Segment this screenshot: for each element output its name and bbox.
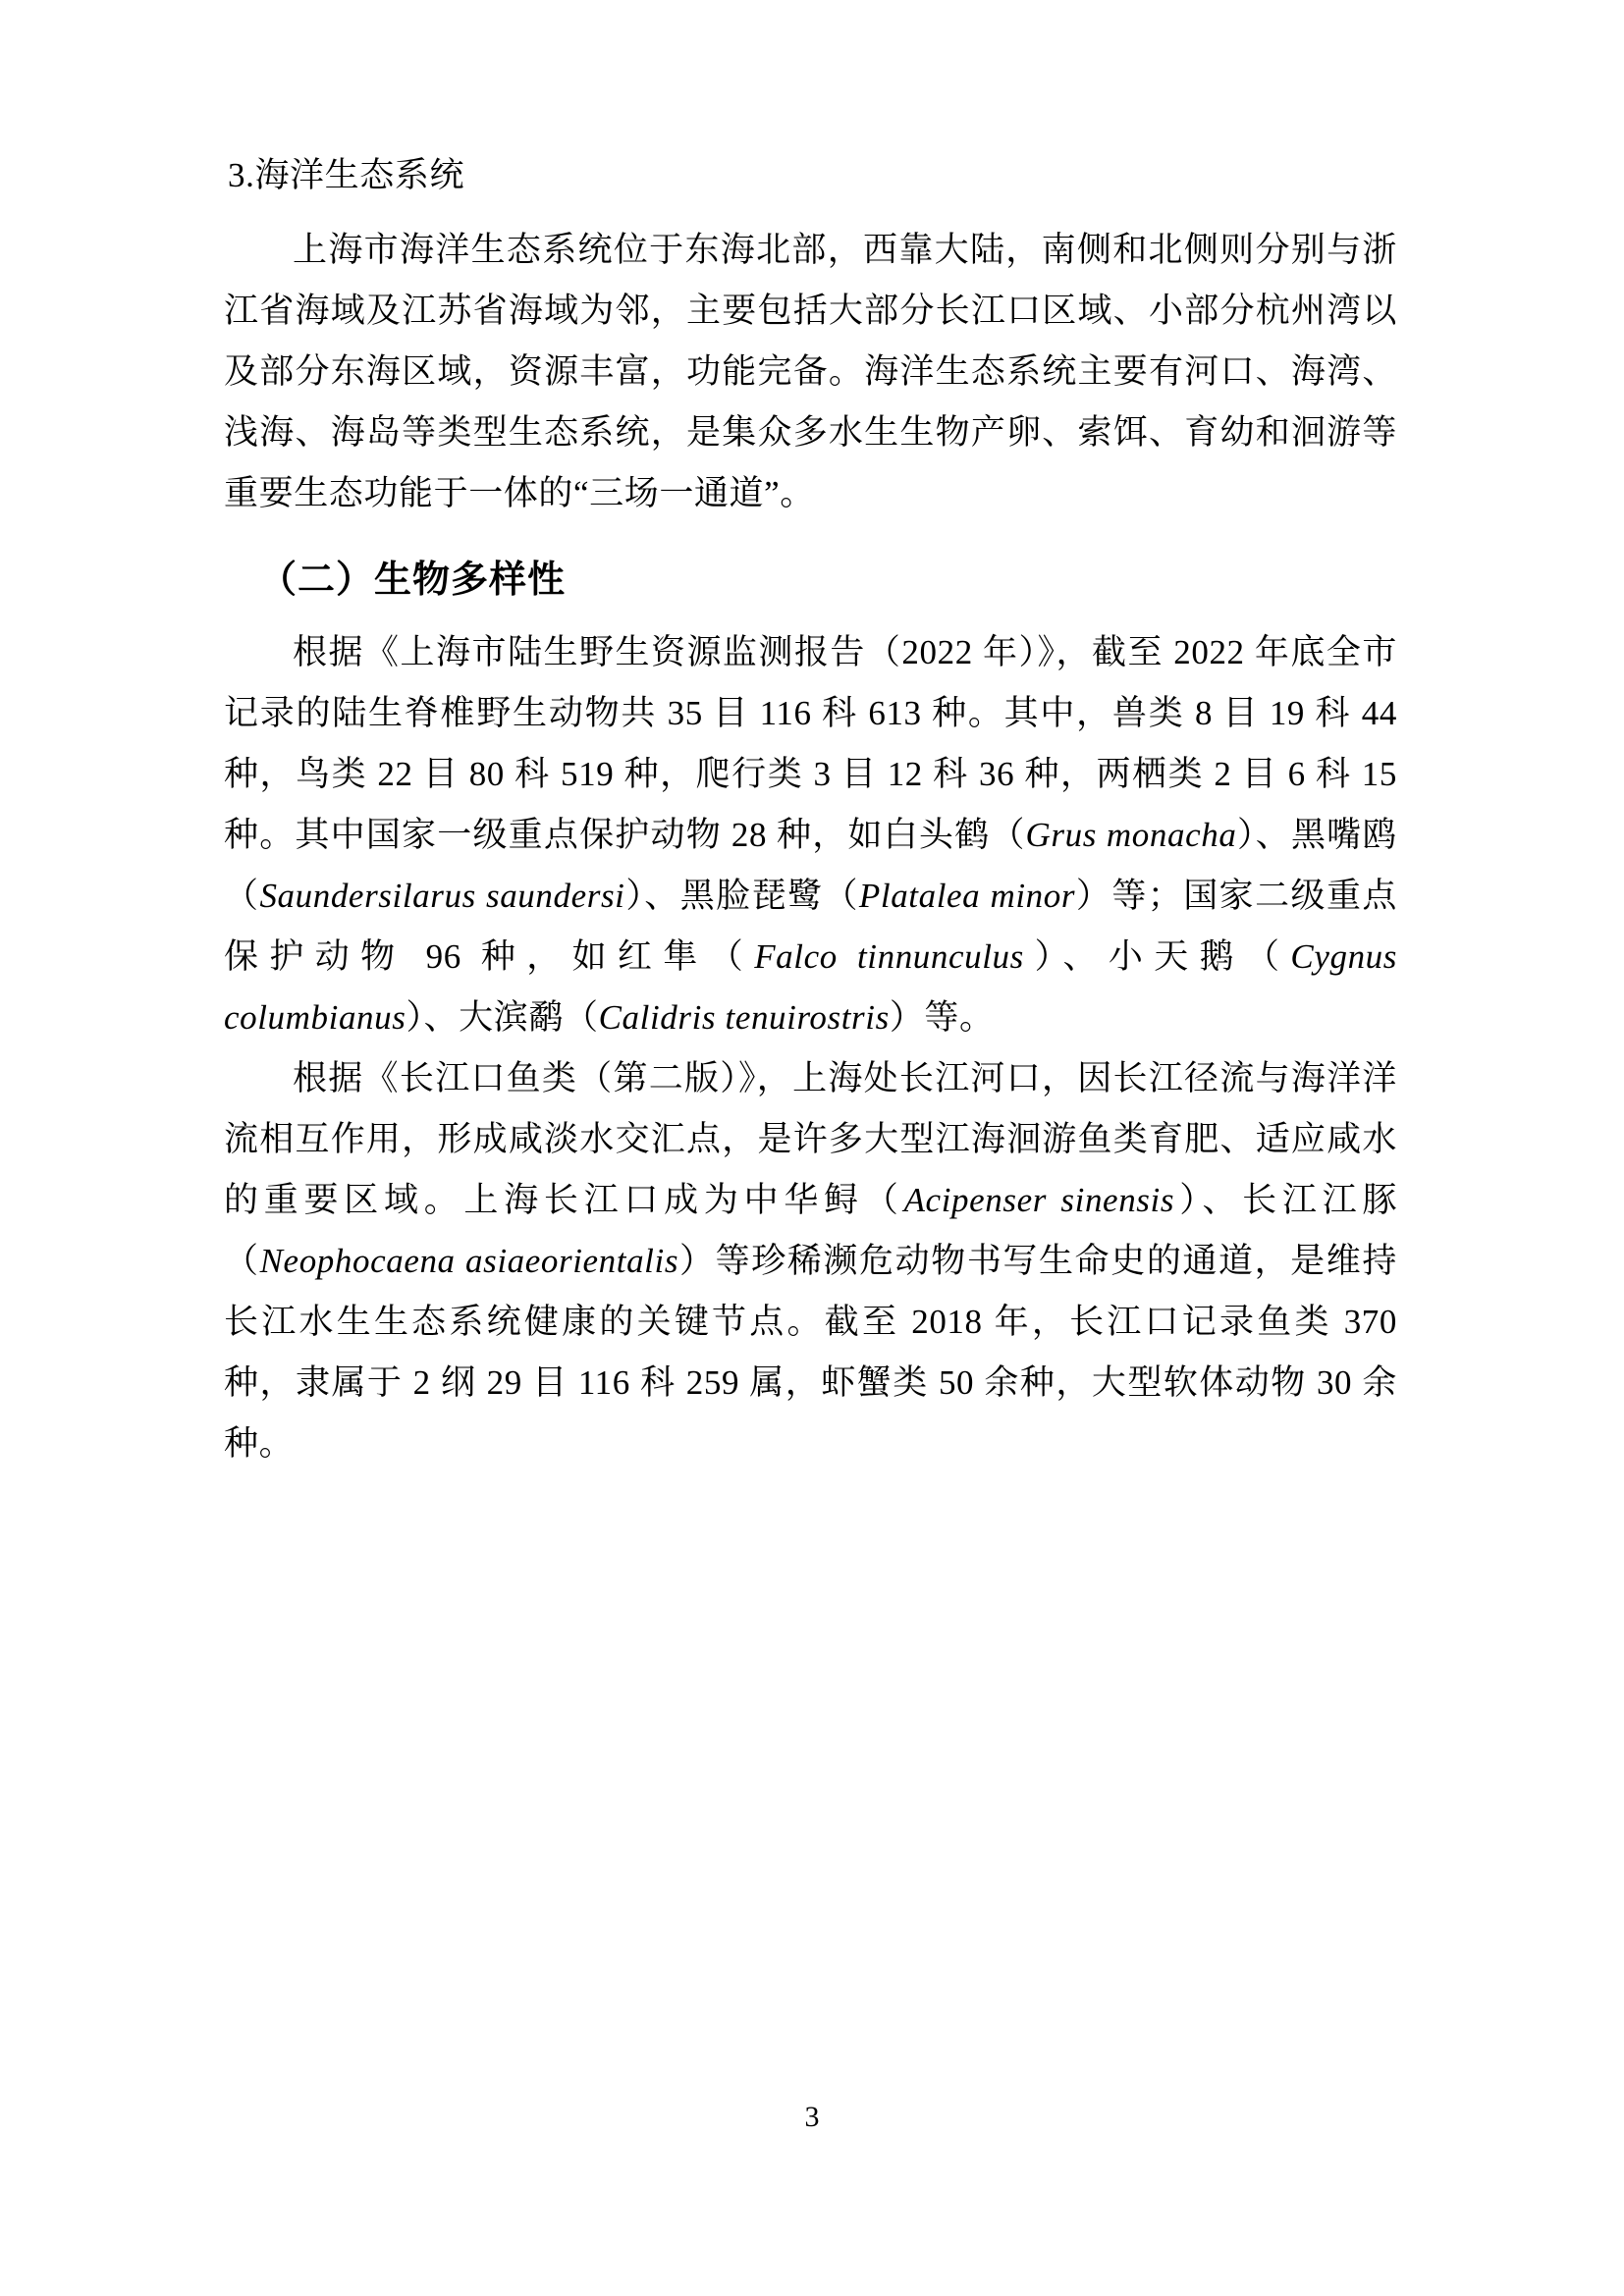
paragraph-yangtze-estuary-fish [224,1048,1397,1474]
scientific-name-falco-tinnunculus: Falco tinnunculus [754,937,1024,976]
text-run: ）等珍稀濒危动物书写生命史的通道，是维持长江水生生态系统健康的关键节点。截至 2018 年，长江口记录鱼类 370 种，隶属于 2 纲 29 目 116 科 259 属，虾蟹类 50 余种，大型软体动物 30 余种。 [224,1242,1397,1463]
spacer [224,210,1397,220]
text-run: ）、黑嘴鸥（ [224,816,1397,915]
scientific-name-neophocaena-asiaeorientalis: Neophocaena asiaeorientalis [259,1242,679,1280]
text-run: ）、长江江豚（ [224,1181,1397,1280]
scientific-name-platalea-minor: Platalea minor [858,877,1076,915]
text-run: 根据《长江口鱼类（第二版）》，上海处长江河口，因长江径流与海洋洋流相互作用，形成咸淡水交汇点，是许多大型江海洄游鱼类育肥、适应咸水的重要区域。上海长江口成为中华鲟（ [224,1059,1397,1219]
text-run: ）等。 [889,998,995,1037]
text-run: 根据《上海市陆生野生资源监测报告（2022 年）》，截至 2022 年底全市记录的陆生脊椎野生动物共 35 目 116 科 613 种。其中，兽类 8 目 19 科 44 种，鸟类 22 目 80 科 519 种，爬行类 3 目 12 科 36 种，两栖类 2 目 6 科 15 种。其中国家一级重点保护动物 28 种，如白头鹤（ [224,633,1397,854]
subsection-heading-marine-ecosystem: 3.海洋生态系统 [228,156,465,194]
scientific-name-saundersilarus-saundersi: Saundersilarus saundersi [259,877,625,915]
page-number: 3 [804,2101,820,2133]
scientific-name-cygnus-columbianus: Cygnus columbianus [224,937,1398,1037]
text-run: ）、大滨鹬（ [406,998,599,1037]
page-content [224,145,1397,1474]
scientific-name-grus-monacha: Grus monacha [1025,816,1237,854]
scientific-name-calidris-tenuirostris: Calidris tenuirostris [598,998,890,1037]
text-run: ）、小天鹅（ [1023,937,1291,976]
text-run: ）、黑脸琵鹭（ [624,877,859,915]
paragraph-terrestrial-wildlife [224,622,1397,1048]
paragraph-marine-ecosystem: 上海市海洋生态系统位于东海北部，西靠大陆，南侧和北侧则分别与浙江省海域及江苏省海域为邻，主要包括大部分长江口区域、小部分杭州湾以及部分东海区域，资源丰富，功能完备。海洋生态系统主要有河口、海湾、浅海、海岛等类型生态系统，是集众多水生生物产卵、索饵、育幼和洄游等重要生态功能于一体的“三场一通道”。 [224,231,1397,512]
section-heading-biodiversity: （二）生物多样性 [259,560,567,601]
text-run: ）等；国家二级重点保护动物 96 种，如红隼（ [224,877,1397,976]
scientific-name-acipenser-sinensis: Acipenser sinensis [903,1181,1175,1219]
